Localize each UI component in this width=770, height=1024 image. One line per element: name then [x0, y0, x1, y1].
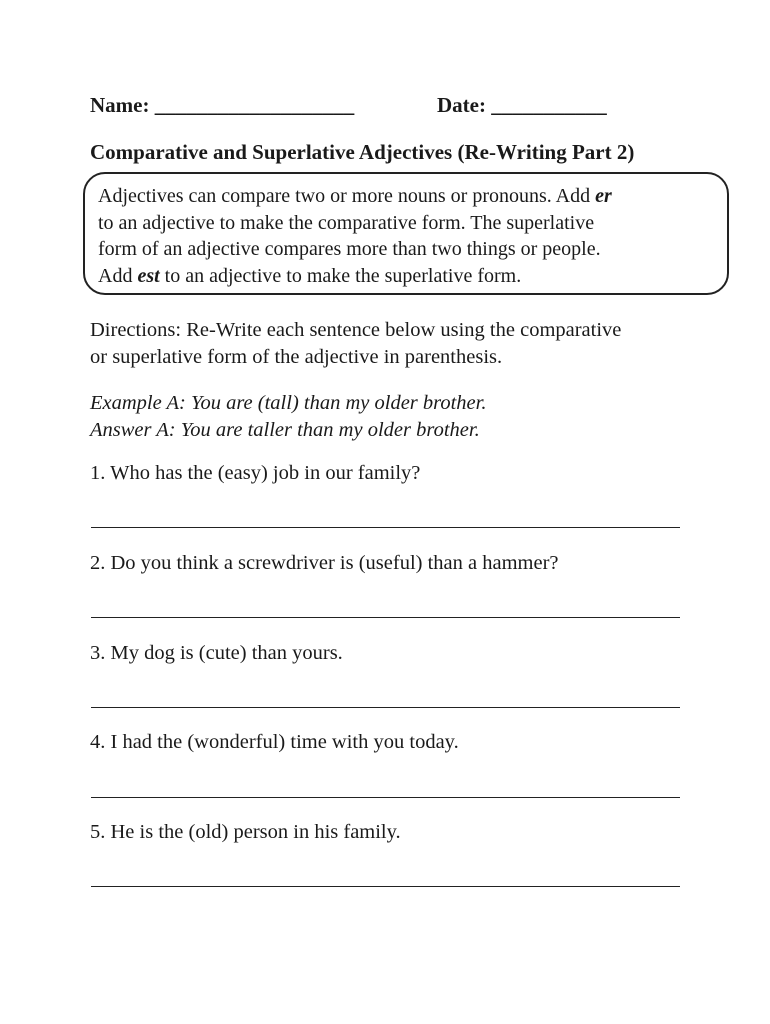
suffix-er: er	[595, 185, 612, 207]
info-line-2: to an adjective to make the comparative form. The superlative	[98, 211, 595, 234]
name-field-label[interactable]: Name: ___________________	[90, 93, 355, 117]
question-2: 2. Do you think a screwdriver is (useful) than a hammer?	[90, 552, 559, 574]
info-box	[83, 172, 729, 295]
date-field-label[interactable]: Date: ___________	[437, 93, 607, 117]
header-fields	[90, 93, 607, 118]
example-answer: Answer A: You are taller than my older brother.	[90, 419, 480, 441]
worksheet-title: Comparative and Superlative Adjectives (Re-Writing Part 2)	[90, 140, 635, 164]
question-3: 3. My dog is (cute) than yours.	[90, 642, 343, 664]
answer-line-4[interactable]	[91, 797, 680, 798]
question-4: 4. I had the (wonderful) time with you today.	[90, 731, 459, 753]
answer-line-2[interactable]	[91, 617, 680, 618]
info-line-4-end: to an adjective to make the superlative form.	[159, 264, 522, 287]
info-line-4-start: Add	[98, 264, 138, 287]
answer-line-1[interactable]	[91, 527, 680, 528]
example-question: Example A: You are (tall) than my older brother.	[90, 392, 487, 414]
directions-line-1: Directions: Re-Write each sentence below using the comparative	[90, 319, 622, 341]
info-line-3: form of an adjective compares more than two things or people.	[98, 238, 601, 260]
question-5: 5. He is the (old) person in his family.	[90, 821, 401, 843]
example-block	[90, 390, 487, 444]
question-1: 1. Who has the (easy) job in our family?	[90, 462, 421, 484]
info-line-1-text: Adjectives can compare two or more nouns or pronouns. Add	[98, 185, 596, 207]
directions-line-2: or superlative form of the adjective in parenthesis.	[90, 346, 503, 368]
suffix-est: est	[137, 264, 160, 287]
info-line-4	[98, 263, 715, 290]
answer-line-5[interactable]	[91, 886, 680, 887]
answer-line-3[interactable]	[91, 707, 680, 708]
info-line-1	[98, 183, 715, 210]
directions	[90, 317, 621, 371]
